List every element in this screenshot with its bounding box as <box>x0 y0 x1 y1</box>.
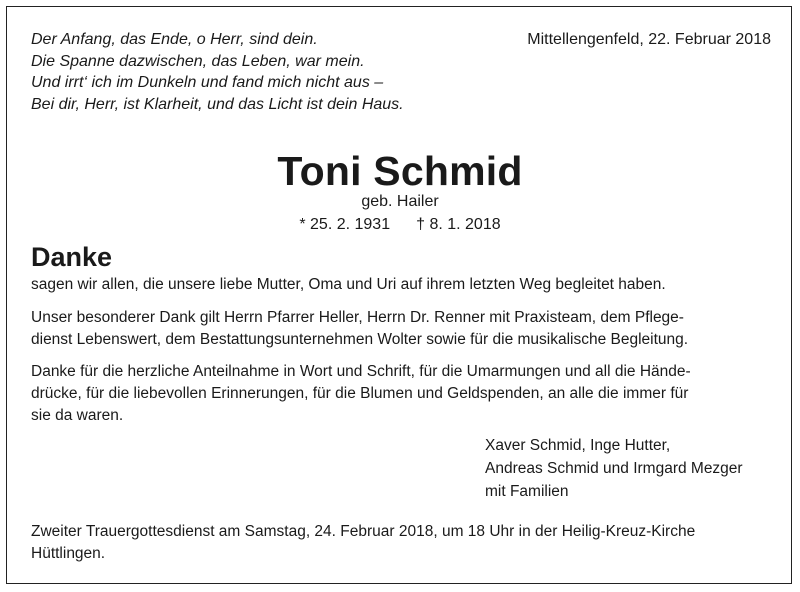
footer-line: Zweiter Trauergottesdienst am Samstag, 24. Februar 2018, um 18 Uhr in der Heilig-Kreuz-Kirche <box>31 523 696 540</box>
thanks-paragraph <box>31 274 776 296</box>
signature-line: Andreas Schmid und Irmgard Mezger <box>485 460 743 477</box>
poem-line: Der Anfang, das Ende, o Herr, sind dein. <box>31 31 318 48</box>
deceased-name: Toni Schmid <box>277 148 523 194</box>
thanks-paragraph <box>31 307 776 351</box>
paragraph-line: Unser besonderer Dank gilt Herrn Pfarrer Heller, Herrn Dr. Renner mit Praxisteam, dem Pflege- <box>31 309 684 326</box>
birth-date: * 25. 2. 1931 <box>299 216 391 233</box>
life-dates <box>0 215 800 235</box>
poem-line: Die Spanne dazwischen, das Leben, war mein. <box>31 52 365 70</box>
paragraph-line: sagen wir allen, die unsere liebe Mutter, Oma und Uri auf ihrem letzten Weg begleitet haben. <box>31 276 666 293</box>
poem-verse <box>31 29 404 115</box>
paragraph-line: drücke, für die liebevollen Erinnerungen, für die Blumen und Geldspenden, an alle die immer für <box>31 385 689 402</box>
paragraph-line: sie da waren. <box>31 407 124 424</box>
paragraph-line: dienst Lebenswert, dem Bestattungsunternehmen Wolter sowie für die musikalische Begleitung. <box>31 331 689 348</box>
poem-line: Bei dir, Herr, ist Klarheit, und das Licht ist dein Haus. <box>31 95 404 113</box>
signature-line: Xaver Schmid, Inge Hutter, <box>485 437 671 454</box>
birth-name: geb. Hailer <box>361 193 439 210</box>
thanks-heading: Danke <box>31 242 113 272</box>
poem-line: Und irrt‘ ich im Dunkeln und fand mich nicht aus – <box>31 74 384 91</box>
footer-line: Hüttlingen. <box>31 545 106 562</box>
thanks-paragraph <box>31 361 776 427</box>
paragraph-line: Danke für die herzliche Anteilnahme in Wort und Schrift, für die Umarmungen und all die Hände- <box>31 363 691 380</box>
family-signatures <box>485 434 743 503</box>
place-and-date: Mittellengenfeld, 22. Februar 2018 <box>527 31 771 48</box>
signature-line: mit Familien <box>485 483 569 500</box>
death-date: † 8. 1. 2018 <box>416 216 501 233</box>
memorial-service-note <box>31 521 695 565</box>
